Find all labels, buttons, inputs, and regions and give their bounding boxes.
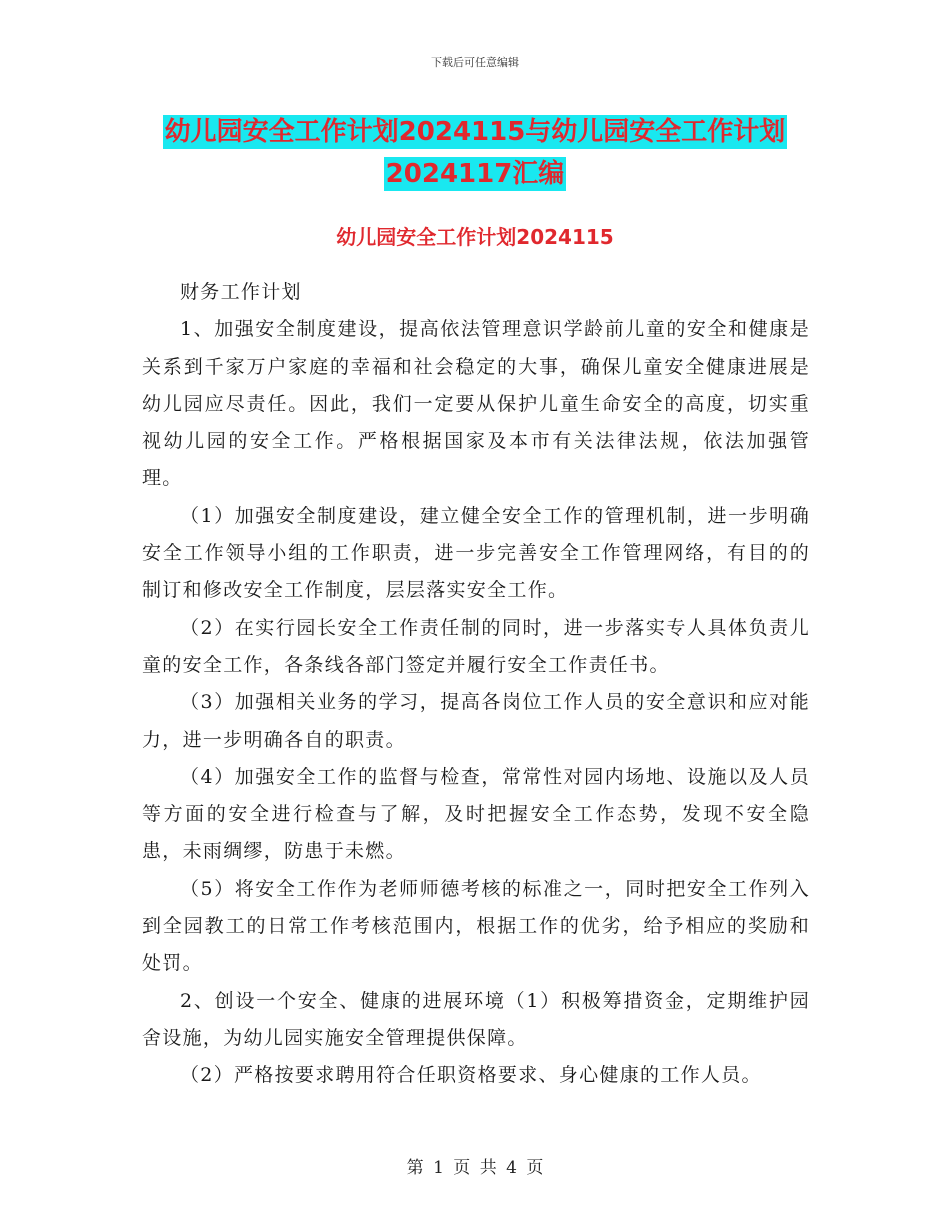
paragraph: （3）加强相关业务的学习，提高各岗位工作人员的安全意识和应对能力，进一步明确各自的职责。: [142, 691, 810, 751]
paragraph: （5）将安全工作作为老师师德考核的标准之一，同时把安全工作列入到全园教工的日常工作考核范围内，根据工作的优劣，给予相应的奖励和处罚。: [142, 877, 810, 975]
paragraph: （1）加强安全制度建设，建立健全安全工作的管理机制，进一步明确安全工作领导小组的工作职责，进一步完善安全工作管理网络，有目的的制订和修改安全工作制度，层层落实安全工作。: [142, 504, 810, 602]
paragraph: （4）加强安全工作的监督与检查，常常性对园内场地、设施以及人员等方面的安全进行检查与了解，及时把握安全工作态势，发现不安全隐患，未雨绸缪，防患于未燃。: [142, 765, 810, 863]
paragraph: 财务工作计划: [180, 281, 302, 303]
paragraph: 1、加强安全制度建设，提高依法管理意识学龄前儿童的安全和健康是关系到千家万户家庭的幸福和社会稳定的大事，确保儿童安全健康进展是幼儿园应尽责任。因此，我们一定要从保护儿童生命安全的高度，切实重视幼儿园的安全工作。严格根据国家及本市有关法律法规，依法加强管理。: [142, 318, 810, 490]
document-title-line-1: [0, 112, 950, 152]
document-body: [142, 274, 810, 1095]
paragraph: 2、创设一个安全、健康的进展环境（1）积极筹措资金，定期维护园舍设施，为幼儿园实施安全管理提供保障。: [142, 989, 810, 1049]
document-title-line-2: [0, 154, 950, 194]
header-note: 下载后可任意编辑: [431, 56, 519, 69]
title-highlight-2: 2024117汇编: [385, 159, 565, 189]
section-title: 幼儿园安全工作计划2024115: [336, 225, 614, 249]
paragraph: （2）在实行园长安全工作责任制的同时，进一步落实专人具体负责儿童的安全工作，各条线各部门签定并履行安全工作责任书。: [142, 616, 810, 676]
paragraph: （2）严格按要求聘用符合任职资格要求、身心健康的工作人员。: [180, 1064, 762, 1087]
page-number-footer: 第 1 页 共 4 页: [406, 1158, 544, 1178]
title-highlight-1: 幼儿园安全工作计划2024115与幼儿园安全工作计划: [164, 117, 786, 147]
